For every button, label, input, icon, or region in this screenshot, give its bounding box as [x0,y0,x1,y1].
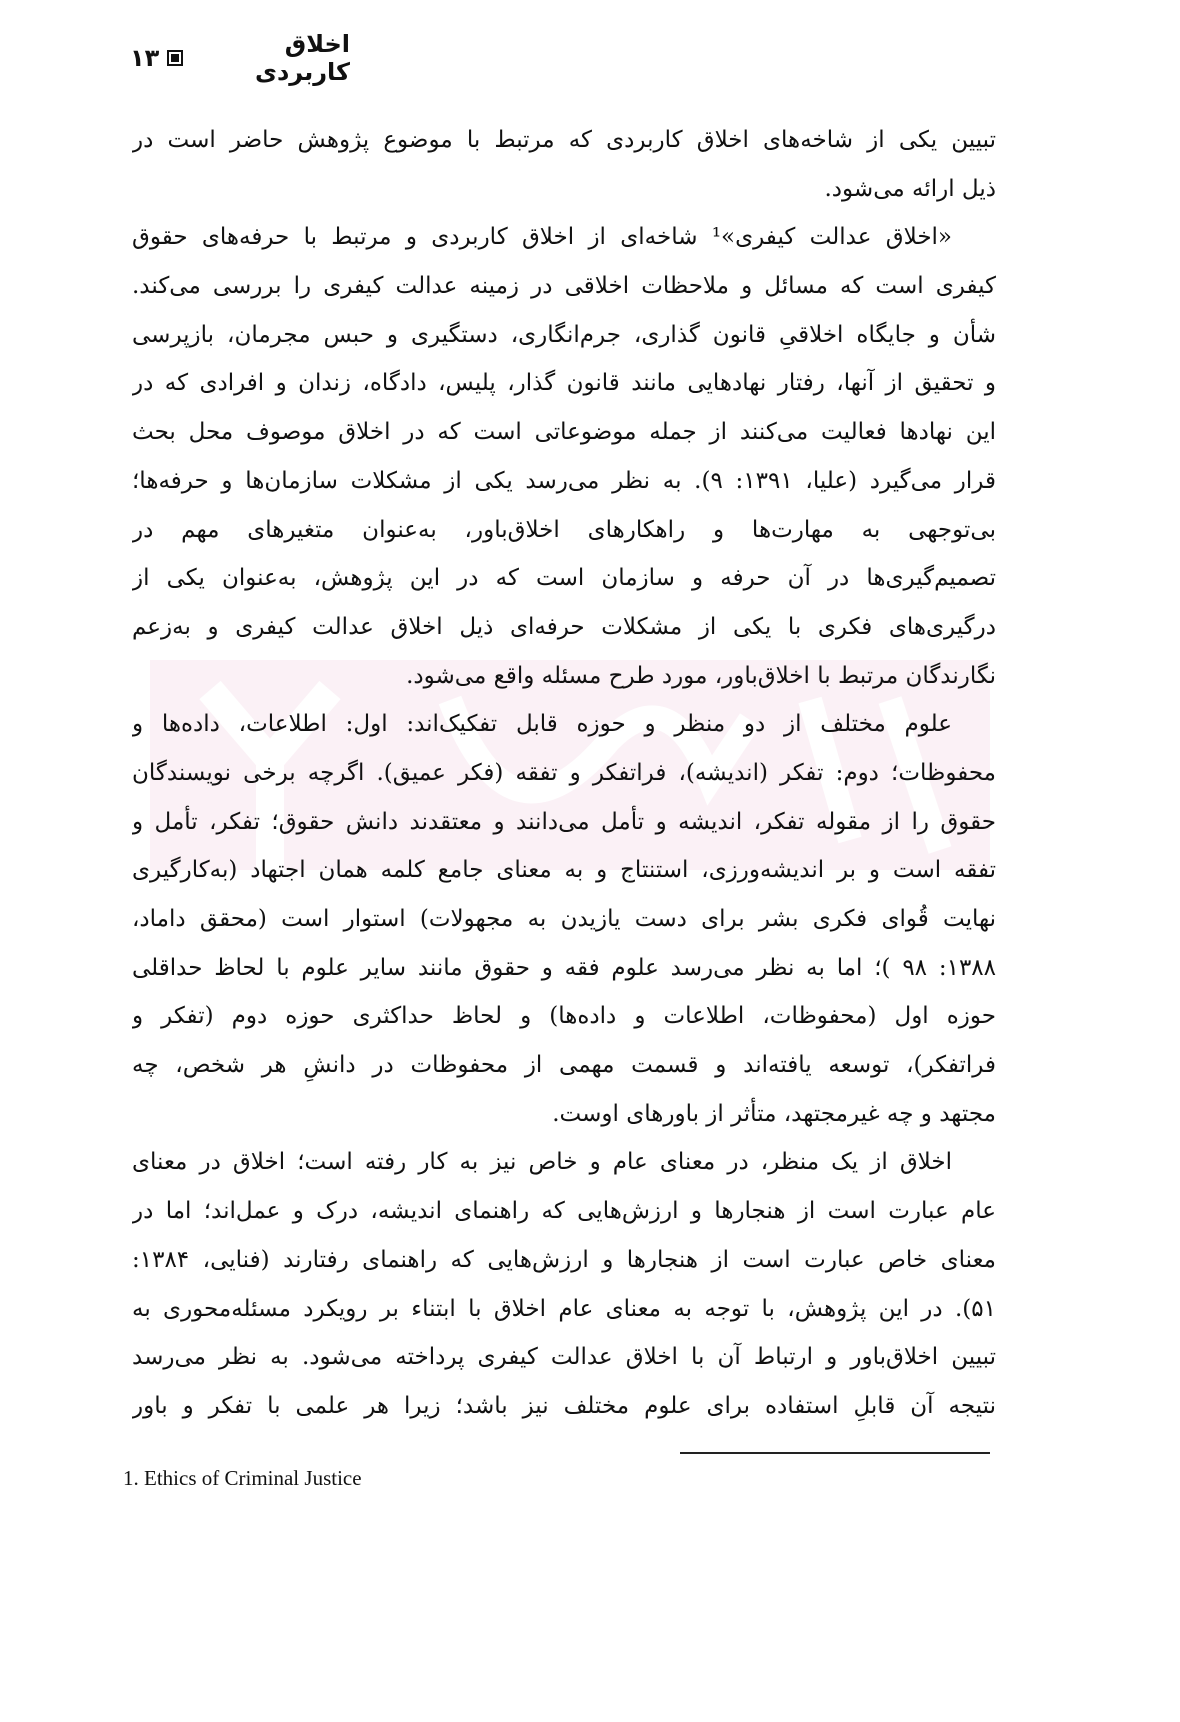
text-line: «اخلاق عدالت کیفری»¹ شاخه‌ای از اخلاق کاربردی و مرتبط با حرفه‌های حقوق [132,224,952,251]
body-text [132,116,996,1431]
text-line: ذیل ارائه می‌شود. [824,175,996,202]
footnote: 1. Ethics of Criminal Justice [123,1466,362,1490]
footnote-divider [680,1452,990,1454]
text-line: علوم مختلف از دو منظر و حوزه قابل تفکیک‌اند: اول: اطلاعات، داده‌ها و [132,711,952,738]
text-line: معنای خاص عبارت است از هنجارها و ارزش‌هایی که راهنمای رفتارند (فنایی، ۱۳۸۴: [132,1246,996,1273]
text-line: شأن و جایگاه اخلاقیِ قانون گذاری، جرم‌انگاری، دستگیری و حبس مجرمان، بازپرسی [132,321,996,348]
text-line: نتیجه آن قابلِ استفاده برای علوم مختلف نیز باشد؛ زیرا هر علمی با تفکر و باور [132,1392,996,1419]
text-line: بی‌توجهی به مهارت‌ها و راهکارهای اخلاق‌باور، به‌عنوان متغیرهای مهم در [132,516,996,543]
square-bullet-icon [167,50,182,66]
text-line: ۱۳۸۸: ۹۸ )؛ اما به نظر می‌رسد علوم فقه و حقوق مانند سایر علوم با لحاظ حداقلی [132,954,996,981]
text-line: تبیین یکی از شاخه‌های اخلاق کاربردی که مرتبط با موضوع پژوهش حاضر است در [132,127,996,153]
text-line: فراتفکر)، توسعه یافته‌اند و قسمت مهمی از محفوظات در دانشِ هر شخص، چه [132,1052,996,1079]
text-line: و تحقیق از آنها، رفتار نهادهایی مانند قانون گذار، پلیس، دادگاه، زندان و افرادی که در [132,370,996,397]
text-line: حوزه اول (محفوظات، اطلاعات و داده‌ها) و لحاظ حداکثری حوزه دوم (تفکر و [132,1003,996,1030]
text-line: حقوق را از مقوله تفکر، اندیشه و تأمل می‌دانند و معتقدند دانش حقوق؛ تفکر، تأمل و [132,808,996,835]
text-line: نهایت قُوای فکری بشر برای دست یازیدن به مجهولات) استوار است (محقق داماد، [132,906,996,932]
text-line: عام عبارت است از هنجارها و ارزش‌هایی که راهنمای اندیشه، درک و عمل‌اند؛ اما در [132,1198,996,1225]
text-line: درگیری‌های فکری با یکی از مشکلات حرفه‌ای ذیل اخلاق عدالت کیفری و به‌زعم [132,613,996,640]
text-line: اخلاق از یک منظر، در معنای عام و خاص نیز به کار رفته است؛ اخلاق در معنای [132,1149,952,1176]
text-line: محفوظات؛ دوم: تفکر (اندیشه)، فراتفکر و تفقه (فکر عمیق). اگرچه برخی نویسندگان [132,759,996,786]
text-line: این نهادها فعالیت می‌کنند از جمله موضوعاتی است که در اخلاق موصوف محل بحث [132,419,996,446]
text-line: تبیین اخلاق‌باور و ارتباط آن با اخلاق عدالت کیفری پرداخته می‌شود. به نظر می‌رسد [132,1344,996,1371]
running-header [130,30,350,86]
text-line: کیفری است که مسائل و ملاحظات اخلاقی در زمینه عدالت کیفری را بررسی می‌کند. [132,273,996,300]
text-line: ۵۱). در این پژوهش، با توجه به معنای عام اخلاق با ابتناء بر رویکرد مسئله‌محوری به [132,1295,996,1322]
text-line: نگارندگان مرتبط با اخلاق‌باور، مورد طرح مسئله واقع می‌شود. [406,662,996,689]
running-title: اخلاق کاربردی [254,30,350,86]
text-line: مجتهد و چه غیرمجتهد، متأثر از باورهای اوست. [552,1100,996,1127]
text-line: تصمیم‌گیری‌ها در آن حرفه و سازمان است که در این پژوهش، به‌عنوان یکی از [132,565,996,592]
text-line: قرار می‌گیرد (علیا، ۱۳۹۱: ۹). به نظر می‌رسد یکی از مشکلات سازمان‌ها و حرفه‌ها؛ [132,467,996,494]
page-number: ۱۳ [130,44,160,72]
text-line: تفقه است و بر اندیشه‌ورزی، استنتاج و به معنای جامع کلمه همان اجتهاد (به‌کارگیری [132,857,996,884]
